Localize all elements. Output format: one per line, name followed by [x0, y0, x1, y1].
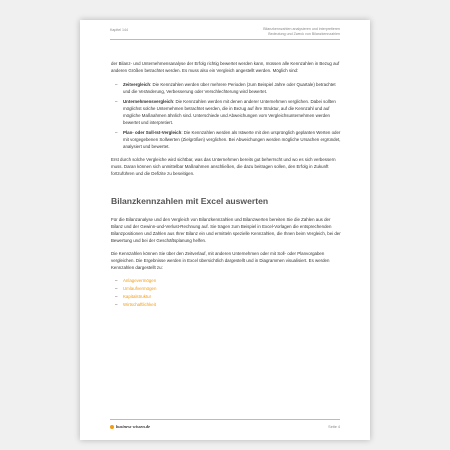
link-umlaufvermoegen[interactable]	[115, 285, 341, 292]
bullet-term: Unternehmensvergleich	[123, 99, 174, 104]
link-text[interactable]: Umlaufvermögen	[123, 286, 157, 291]
comparison-list	[111, 81, 341, 150]
footer-divider	[110, 419, 340, 420]
dash-bullet: –	[115, 286, 118, 291]
list-item	[115, 81, 341, 95]
page-content	[111, 60, 341, 309]
page-header	[80, 20, 370, 56]
bullet-text: : Die Kennzahlen werden über mehrere Perioden (zum Beispiel Jahre oder Quartale) betrachtet und die Veränderung, Verbesserung oder Verschlechterung wird bewertet.	[123, 82, 336, 94]
page-number: Seite 4	[328, 425, 340, 429]
bullet-term: Zeitvergleich	[123, 82, 151, 87]
document-page	[80, 20, 370, 440]
excel-paragraph-2: Die Kennzahlen können Sie über den Zeitverlauf, mit anderen Unternehmen oder mit Soll- oder Planvorgaben vergleichen. Die Ergebnisse werden in Excel übersichtlich dargestellt und in Diagrammen visualisiert. Es werden Kennzahlen dargestellt zu:	[111, 251, 330, 270]
link-anlagevermoegen[interactable]	[115, 277, 341, 284]
bullet-text: : Die Kennzahlen werden mit denen anderer Unternehmen verglichen. Dabei sollten möglichst solche Unternehmen betrachtet werden, die in Bezug auf ihre Struktur, auf die Kennzahl und auf mögliche Maßnahmen ähnlich sind. Unterschiede und Abweichungen vom Vergleichsunternehmen werden bewertet und interpretiert.	[123, 99, 336, 125]
kennzahlen-link-list	[111, 277, 341, 308]
link-wirtschaftlichkeit[interactable]	[115, 301, 341, 308]
dash-bullet: –	[115, 294, 118, 299]
link-text[interactable]: Kapitalstruktur	[123, 294, 152, 299]
link-text[interactable]: Wirtschaftlichkeit	[123, 302, 156, 307]
link-text[interactable]: Anlagevermögen	[123, 278, 157, 283]
dash-bullet: –	[115, 302, 118, 307]
logo-dot-icon	[110, 425, 114, 429]
list-item	[115, 129, 341, 150]
header-divider	[110, 39, 340, 40]
header-title-line2: Bedeutung und Zweck von Bilanzkennzahlen	[268, 32, 340, 36]
dash-bullet: –	[115, 278, 118, 283]
chapter-label: Kapitel 144	[110, 28, 128, 32]
bullet-term: Plan- oder Soll-Ist-Vergleich	[123, 130, 182, 135]
excel-paragraph-1: Für die Bilanzanalyse und den Vergleich von Bilanzkennzahlen und Bilanzwerten bereiten Sie die Zahlen aus der Bilanz und der Gewinn-und-Verlust-Rechnung auf. Sie tragen zum Beispiel in Excel-Vorlagen die entsprechenden Bilanzpositionen und Zahlen aus Ihrer Bilanz ein und ermitteln spezielle Kennzahlen, die Ihnen beim Vergleich, bei der Bewertung und bei der Geschäftsplanung helfen.	[111, 217, 341, 243]
footer-logo	[110, 424, 150, 429]
section-heading: Bilanzkennzahlen mit Excel auswerten	[111, 196, 269, 206]
intro-paragraph: der Bilanz- und Unternehmensanalyse der Erfolg richtig bewertet werden kann, müssen alle Kennzahlen in Bezug auf anderen Größen betrachtet werden. Es muss also ein Vergleich angestellt werden. Möglich sind:	[111, 61, 340, 73]
dash-bullet: –	[115, 82, 118, 87]
after-bullets-paragraph: Erst durch solche Vergleiche wird sichtbar, was das Unternehmen bereits gut beherrscht und wo es sich verbessern muss. Daran können sich unmittelbar Maßnahmen anschließen, die dazu beitragen sollen, den Erfolg in Zukunft fortzuführen und die Defizite zu beseitigen.	[111, 157, 336, 176]
header-title-line1: Bilanzkennzahlen analysieren und interpretieren	[263, 27, 340, 31]
dash-bullet: –	[115, 99, 118, 104]
link-kapitalstruktur[interactable]	[115, 293, 341, 300]
list-item	[115, 98, 341, 126]
logo-text: business-wissen.de	[116, 424, 151, 429]
dash-bullet: –	[115, 130, 118, 135]
bullet-text: : Die Kennzahlen werden als Istwerte mit den ursprünglich geplanten Werten oder mit vorgegebenen Sollwerten (Zielgrößen) verglichen. Bei Abweichungen werden mögliche Ursachen ergründet, analysiert und bewertet.	[123, 130, 341, 149]
header-title	[263, 27, 340, 37]
